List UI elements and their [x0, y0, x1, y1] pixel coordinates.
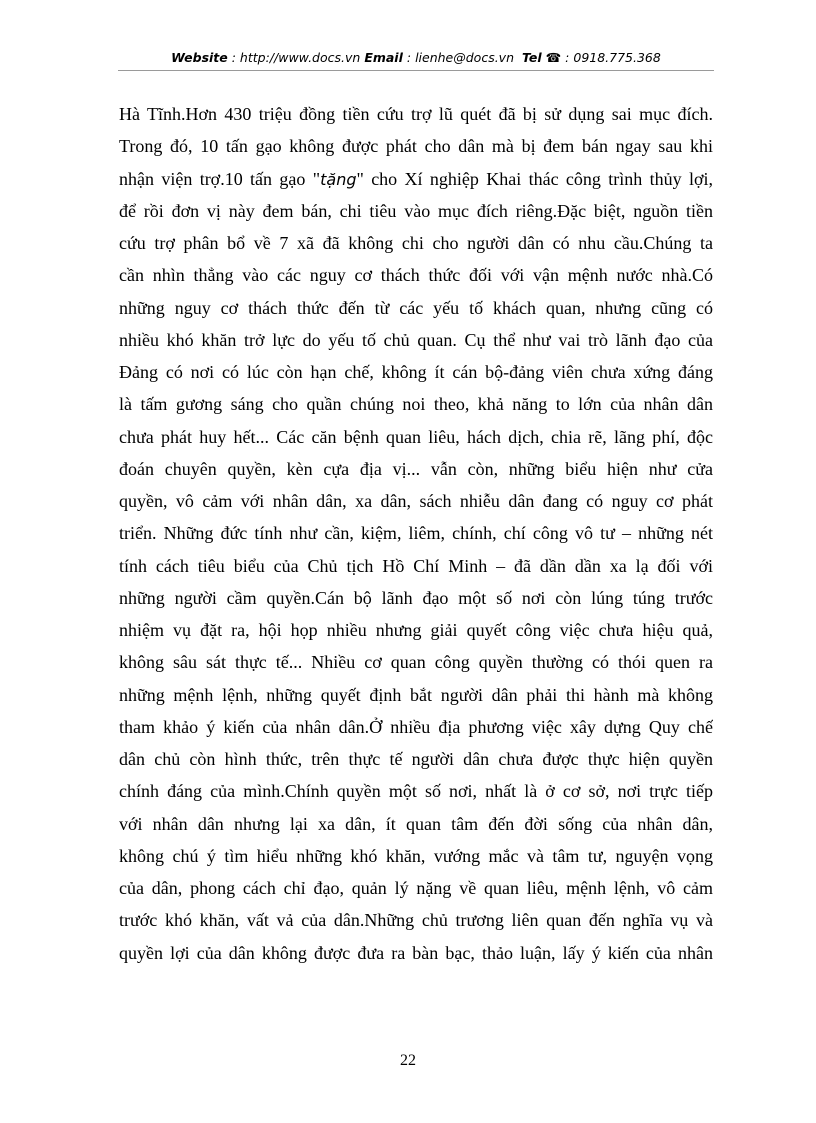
body-text — [119, 98, 713, 969]
header-divider — [118, 70, 714, 71]
text-line: là tấm gương sáng cho quần chúng noi theo, khả năng to lớn của nhân dân — [119, 394, 713, 415]
italic-word: tặng — [320, 169, 357, 189]
email-link[interactable]: lienhe@docs.vn — [415, 50, 514, 65]
text-line: Hà Tĩnh.Hơn 430 triệu đồng tiền cứu trợ lũ quét đã bị sử dụng sai mục đích. — [119, 104, 713, 124]
email-separator: : — [402, 50, 416, 65]
text-line: Trong đó, 10 tấn gạo không được phát cho dân mà bị đem bán ngay sau khi — [119, 136, 713, 157]
tel-label: Tel — [521, 50, 542, 65]
page-header — [118, 50, 714, 65]
text-line: nhiều khó khăn trở lực do yếu tố chủ quan. Cụ thể như vai trò lãnh đạo của — [119, 329, 713, 350]
text-line: chưa phát huy hết... Các căn bệnh quan liêu, hách dịch, chia rẽ, lãng phí, độc — [119, 426, 713, 447]
text-line: Đảng có nơi có lúc còn hạn chế, không ít cán bộ-đảng viên chưa xứng đáng — [119, 362, 713, 382]
website-separator: : — [227, 50, 240, 65]
text-line: đoán chuyên quyền, kèn cựa địa vị... vẫn còn, những biểu hiện như cửa — [119, 458, 713, 479]
text-line: với nhân dân nhưng lại xa dân, ít quan tâm đến đời sống của nhân dân, — [119, 813, 713, 834]
text-segment: nhận viện trợ.10 tấn gạo " — [119, 168, 321, 189]
text-line: quyền, vô cảm với nhân dân, xa dân, sách nhiễu dân đang có nguy cơ phát — [119, 491, 713, 511]
text-line: dân chủ còn hình thức, trên thực tế người dân chưa được thực hiện quyền — [119, 749, 713, 769]
tel-value: : 0918.775.368 — [561, 50, 661, 65]
text-line: không sâu sát thực tế... Nhiều cơ quan công quyền thường có thói quen ra — [119, 652, 713, 673]
text-line: chính đáng của mình.Chính quyền một số nơi, nhất là ở cơ sở, nơi trực tiếp — [119, 781, 713, 802]
text-line: tham khảo ý kiến của nhân dân.Ở nhiều địa phương việc xây dựng Quy chế — [119, 716, 713, 737]
text-line: nhiệm vụ đặt ra, hội họp nhiều nhưng giải quyết công việc chưa hiệu quả, — [119, 620, 713, 640]
website-label: Website — [171, 50, 228, 65]
text-line: những nguy cơ thách thức đến từ các yếu tố khách quan, nhưng cũng có — [119, 297, 713, 318]
text-line — [119, 163, 713, 195]
text-line: cần nhìn thẳng vào các nguy cơ thách thức đối với vận mệnh nước nhà.Có — [119, 265, 713, 286]
text-line: những mệnh lệnh, những quyết định bắt người dân phải thi hành mà không — [119, 684, 713, 705]
phone-icon: ☎ — [545, 50, 562, 65]
page-number: 22 — [400, 1052, 416, 1069]
text-line: quyền lợi của dân không được đưa ra bàn bạc, thảo luận, lấy ý kiến của nhân — [119, 942, 713, 963]
text-line: của dân, phong cách chỉ đạo, quản lý nặng về quan liêu, mệnh lệnh, vô cảm — [119, 878, 713, 898]
text-line: để rồi đơn vị này đem bán, chi tiêu vào mục đích riêng.Đặc biệt, nguồn tiền — [119, 200, 713, 221]
text-line: cứu trợ phân bổ về 7 xã đã không chi cho người dân có nhu cầu.Chúng ta — [119, 233, 713, 253]
text-segment: " cho Xí nghiệp Khai thác công trình thủy lợi, — [356, 168, 713, 189]
text-line: những người cầm quyền.Cán bộ lãnh đạo một số nơi còn lúng túng trước — [119, 587, 713, 608]
text-line: triển. Những đức tính như cần, kiệm, liêm, chính, chí công vô tư – những nét — [119, 523, 713, 544]
website-link[interactable]: http://www.docs.vn — [239, 50, 361, 65]
text-line: không chú ý tìm hiểu những khó khăn, vướng mắc và tâm tư, nguyện vọng — [119, 845, 713, 866]
email-label: Email — [364, 50, 403, 65]
text-line: tính cách tiêu biểu của Chủ tịch Hồ Chí Minh – đã dần dần xa lạ đối với — [119, 555, 713, 576]
text-line: trước khó khăn, vất vả của dân.Những chủ trương liên quan đến nghĩa vụ và — [119, 910, 713, 931]
